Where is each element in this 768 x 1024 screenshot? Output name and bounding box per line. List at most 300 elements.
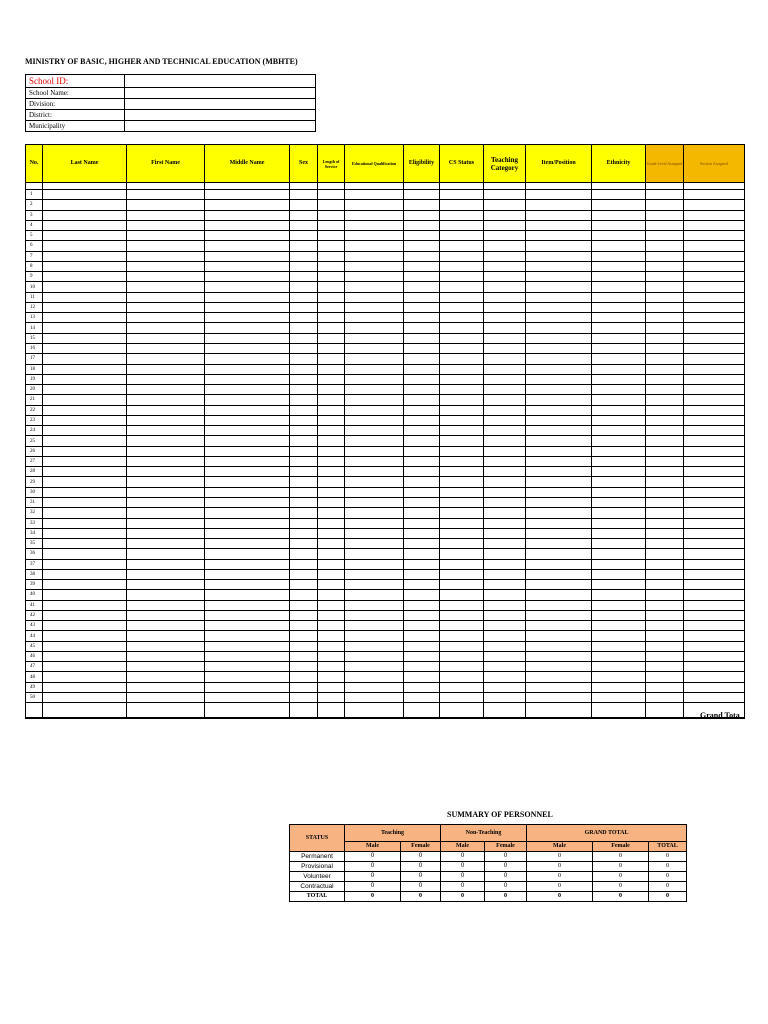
table-cell[interactable] [404,231,440,241]
table-cell[interactable] [684,415,745,425]
table-cell[interactable] [526,426,592,436]
table-cell[interactable] [43,385,127,395]
table-cell[interactable] [345,374,404,384]
table-cell[interactable] [592,323,646,333]
table-cell[interactable] [526,559,592,569]
table-cell[interactable] [526,621,592,631]
table-cell[interactable] [526,210,592,220]
table-cell[interactable] [646,426,684,436]
table-cell[interactable] [646,272,684,282]
table-cell[interactable] [440,641,484,651]
table-cell[interactable] [43,672,127,682]
table-cell[interactable] [43,539,127,549]
table-cell[interactable] [484,539,526,549]
table-cell[interactable] [205,456,290,466]
table-cell[interactable] [290,590,318,600]
table-cell[interactable] [440,364,484,374]
table-cell[interactable] [43,200,127,210]
table-cell[interactable] [290,559,318,569]
table-cell[interactable] [290,477,318,487]
table-cell[interactable] [43,631,127,641]
table-cell[interactable] [646,190,684,200]
table-cell[interactable] [345,385,404,395]
table-cell[interactable] [205,313,290,323]
table-cell[interactable] [592,631,646,641]
table-cell[interactable] [484,621,526,631]
table-cell[interactable] [646,518,684,528]
table-cell[interactable] [440,272,484,282]
table-cell[interactable] [404,210,440,220]
table-cell[interactable] [290,200,318,210]
table-cell[interactable] [318,446,345,456]
table-cell[interactable] [318,385,345,395]
table-cell[interactable] [318,220,345,230]
table-cell[interactable] [684,590,745,600]
table-cell[interactable] [526,672,592,682]
table-cell[interactable] [127,610,205,620]
table-cell[interactable] [684,302,745,312]
school-name-field[interactable] [125,88,316,99]
table-cell[interactable] [43,641,127,651]
table-cell[interactable] [43,487,127,497]
table-cell[interactable] [290,662,318,672]
table-cell[interactable] [440,261,484,271]
table-cell[interactable] [205,580,290,590]
table-cell[interactable] [592,703,646,719]
table-cell[interactable] [345,539,404,549]
table-cell[interactable] [684,220,745,230]
table-cell[interactable] [440,508,484,518]
table-cell[interactable] [526,703,592,719]
table-cell[interactable] [592,302,646,312]
table-cell[interactable] [684,467,745,477]
table-cell[interactable] [345,261,404,271]
table-cell[interactable] [345,487,404,497]
table-cell[interactable] [592,569,646,579]
table-cell[interactable] [684,323,745,333]
table-cell[interactable] [127,282,205,292]
table-cell[interactable] [127,508,205,518]
table-cell[interactable] [404,518,440,528]
table-cell[interactable] [526,333,592,343]
table-cell[interactable] [440,662,484,672]
table-cell[interactable] [345,333,404,343]
table-cell[interactable] [127,600,205,610]
table-cell[interactable] [205,323,290,333]
table-cell[interactable] [484,241,526,251]
table-cell[interactable] [318,518,345,528]
table-cell[interactable] [318,508,345,518]
table-cell[interactable] [290,302,318,312]
table-cell[interactable] [345,292,404,302]
table-cell[interactable] [646,590,684,600]
table-cell[interactable] [290,292,318,302]
table-cell[interactable] [646,569,684,579]
table-cell[interactable] [646,220,684,230]
table-cell[interactable] [484,415,526,425]
table-cell[interactable] [43,693,127,703]
table-cell[interactable] [345,364,404,374]
table-cell[interactable] [684,487,745,497]
table-cell[interactable] [43,405,127,415]
table-cell[interactable] [43,662,127,672]
table-cell[interactable] [484,508,526,518]
table-cell[interactable] [646,302,684,312]
table-cell[interactable] [205,395,290,405]
table-cell[interactable] [646,672,684,682]
table-cell[interactable] [404,528,440,538]
table-cell[interactable] [318,497,345,507]
table-cell[interactable] [290,282,318,292]
table-cell[interactable] [345,436,404,446]
table-cell[interactable] [440,231,484,241]
table-cell[interactable] [127,672,205,682]
table-cell[interactable] [484,333,526,343]
table-cell[interactable] [484,374,526,384]
table-cell[interactable] [404,621,440,631]
table-cell[interactable] [484,354,526,364]
table-cell[interactable] [318,436,345,446]
table-cell[interactable] [440,395,484,405]
table-cell[interactable] [43,610,127,620]
table-cell[interactable] [345,343,404,353]
table-cell[interactable] [318,364,345,374]
table-cell[interactable] [646,580,684,590]
table-cell[interactable] [43,426,127,436]
table-cell[interactable] [290,374,318,384]
table-cell[interactable] [26,703,43,719]
table-cell[interactable] [318,467,345,477]
table-cell[interactable] [440,426,484,436]
table-cell[interactable] [484,385,526,395]
table-cell[interactable] [404,641,440,651]
table-cell[interactable] [43,467,127,477]
table-cell[interactable] [404,282,440,292]
table-cell[interactable] [484,446,526,456]
table-cell[interactable] [484,220,526,230]
table-cell[interactable] [205,651,290,661]
table-cell[interactable] [290,641,318,651]
table-cell[interactable] [345,323,404,333]
table-cell[interactable] [318,302,345,312]
table-cell[interactable] [684,241,745,251]
table-cell[interactable] [318,323,345,333]
table-cell[interactable] [646,610,684,620]
table-cell[interactable] [205,610,290,620]
table-cell[interactable] [404,569,440,579]
table-cell[interactable] [484,436,526,446]
table-cell[interactable] [127,641,205,651]
table-cell[interactable] [684,200,745,210]
table-cell[interactable] [646,682,684,692]
table-cell[interactable] [684,497,745,507]
table-cell[interactable] [646,693,684,703]
table-cell[interactable] [404,662,440,672]
table-cell[interactable] [205,641,290,651]
table-cell[interactable] [526,282,592,292]
table-cell[interactable] [484,662,526,672]
table-cell[interactable] [205,302,290,312]
table-cell[interactable] [290,343,318,353]
table-cell[interactable] [592,354,646,364]
table-cell[interactable] [345,528,404,538]
table-cell[interactable] [404,610,440,620]
table-cell[interactable] [592,333,646,343]
table-cell[interactable] [290,405,318,415]
table-cell[interactable] [318,333,345,343]
table-cell[interactable] [592,343,646,353]
table-cell[interactable] [127,415,205,425]
table-cell[interactable] [43,220,127,230]
table-cell[interactable] [127,518,205,528]
table-cell[interactable] [646,621,684,631]
table-cell[interactable] [592,641,646,651]
table-cell[interactable] [684,292,745,302]
table-cell[interactable] [646,528,684,538]
table-cell[interactable] [318,559,345,569]
table-cell[interactable] [484,549,526,559]
table-cell[interactable] [440,313,484,323]
table-cell[interactable] [205,220,290,230]
table-cell[interactable] [290,682,318,692]
table-cell[interactable] [684,610,745,620]
table-cell[interactable] [526,374,592,384]
table-cell[interactable] [484,610,526,620]
table-cell[interactable] [345,251,404,261]
table-cell[interactable] [526,528,592,538]
table-cell[interactable] [43,580,127,590]
table-cell[interactable] [345,456,404,466]
table-cell[interactable] [205,467,290,477]
table-cell[interactable] [440,518,484,528]
table-cell[interactable] [526,395,592,405]
table-cell[interactable] [440,539,484,549]
table-cell[interactable] [43,395,127,405]
table-cell[interactable] [484,364,526,374]
table-cell[interactable] [684,210,745,220]
table-cell[interactable] [205,693,290,703]
table-cell[interactable] [592,590,646,600]
table-cell[interactable] [592,251,646,261]
table-cell[interactable] [290,631,318,641]
table-cell[interactable] [592,600,646,610]
table-cell[interactable] [440,528,484,538]
table-cell[interactable] [43,210,127,220]
table-cell[interactable] [318,487,345,497]
table-cell[interactable] [592,446,646,456]
table-cell[interactable] [592,682,646,692]
table-cell[interactable] [684,395,745,405]
table-cell[interactable] [646,241,684,251]
table-cell[interactable] [526,354,592,364]
table-cell[interactable] [646,467,684,477]
table-cell[interactable] [205,508,290,518]
table-cell[interactable] [526,600,592,610]
table-cell[interactable] [43,241,127,251]
table-cell[interactable] [592,210,646,220]
table-cell[interactable] [127,569,205,579]
table-cell[interactable] [484,703,526,719]
table-cell[interactable] [440,549,484,559]
table-cell[interactable] [684,662,745,672]
table-cell[interactable] [127,703,205,719]
table-cell[interactable] [318,703,345,719]
table-cell[interactable] [646,446,684,456]
table-cell[interactable] [404,497,440,507]
table-cell[interactable] [345,210,404,220]
table-cell[interactable] [290,539,318,549]
table-cell[interactable] [205,662,290,672]
table-cell[interactable] [526,261,592,271]
table-cell[interactable] [592,200,646,210]
table-cell[interactable] [484,282,526,292]
table-cell[interactable] [646,343,684,353]
table-cell[interactable] [290,651,318,661]
table-cell[interactable] [404,302,440,312]
table-cell[interactable] [404,220,440,230]
table-cell[interactable] [484,313,526,323]
table-cell[interactable] [127,405,205,415]
table-cell[interactable] [345,621,404,631]
table-cell[interactable] [127,621,205,631]
table-cell[interactable] [526,446,592,456]
table-cell[interactable] [592,282,646,292]
table-cell[interactable] [345,220,404,230]
table-cell[interactable] [440,210,484,220]
table-cell[interactable] [484,426,526,436]
table-cell[interactable] [684,621,745,631]
table-cell[interactable] [404,415,440,425]
table-cell[interactable] [290,426,318,436]
table-cell[interactable] [684,631,745,641]
table-cell[interactable] [127,590,205,600]
table-cell[interactable] [318,200,345,210]
table-cell[interactable] [484,456,526,466]
table-cell[interactable] [592,559,646,569]
table-cell[interactable] [345,610,404,620]
table-cell[interactable] [345,426,404,436]
table-cell[interactable] [404,467,440,477]
table-cell[interactable] [526,302,592,312]
table-cell[interactable] [43,251,127,261]
table-cell[interactable] [684,549,745,559]
table-cell[interactable] [592,528,646,538]
table-cell[interactable] [684,374,745,384]
table-cell[interactable] [318,631,345,641]
table-cell[interactable] [646,436,684,446]
table-cell[interactable] [127,190,205,200]
table-cell[interactable] [205,190,290,200]
table-cell[interactable] [484,251,526,261]
table-cell[interactable] [526,487,592,497]
table-cell[interactable] [205,210,290,220]
table-cell[interactable] [345,600,404,610]
table-cell[interactable] [592,395,646,405]
table-cell[interactable] [684,385,745,395]
table-cell[interactable] [290,415,318,425]
table-cell[interactable] [43,497,127,507]
table-cell[interactable] [592,190,646,200]
table-cell[interactable] [290,333,318,343]
table-cell[interactable] [404,549,440,559]
table-cell[interactable] [290,261,318,271]
table-cell[interactable] [484,497,526,507]
table-cell[interactable] [526,292,592,302]
table-cell[interactable] [318,662,345,672]
table-cell[interactable] [684,313,745,323]
table-cell[interactable] [205,497,290,507]
table-cell[interactable] [440,467,484,477]
table-cell[interactable] [127,456,205,466]
table-cell[interactable] [404,682,440,692]
division-field[interactable] [125,99,316,110]
table-cell[interactable] [127,323,205,333]
table-cell[interactable] [526,251,592,261]
table-cell[interactable] [43,282,127,292]
table-cell[interactable] [205,682,290,692]
table-cell[interactable] [526,693,592,703]
table-cell[interactable] [440,456,484,466]
table-cell[interactable] [592,272,646,282]
table-cell[interactable] [684,528,745,538]
table-cell[interactable] [684,426,745,436]
table-cell[interactable] [592,508,646,518]
table-cell[interactable] [526,497,592,507]
table-cell[interactable] [592,549,646,559]
table-cell[interactable] [592,651,646,661]
table-cell[interactable] [404,385,440,395]
table-cell[interactable] [592,241,646,251]
table-cell[interactable] [440,292,484,302]
table-cell[interactable] [684,569,745,579]
table-cell[interactable] [290,313,318,323]
table-cell[interactable] [440,200,484,210]
table-cell[interactable] [318,231,345,241]
table-cell[interactable] [404,272,440,282]
table-cell[interactable] [646,282,684,292]
table-cell[interactable] [526,343,592,353]
table-cell[interactable] [592,231,646,241]
table-cell[interactable] [127,313,205,323]
table-cell[interactable] [318,343,345,353]
table-cell[interactable] [484,600,526,610]
table-cell[interactable] [646,651,684,661]
table-cell[interactable] [404,600,440,610]
table-cell[interactable] [484,200,526,210]
table-cell[interactable] [440,405,484,415]
table-cell[interactable] [484,693,526,703]
table-cell[interactable] [484,292,526,302]
table-cell[interactable] [646,292,684,302]
table-cell[interactable] [345,477,404,487]
table-cell[interactable] [684,559,745,569]
table-cell[interactable] [484,190,526,200]
table-cell[interactable] [646,631,684,641]
table-cell[interactable] [43,231,127,241]
table-cell[interactable] [43,190,127,200]
table-cell[interactable] [404,241,440,251]
table-cell[interactable] [345,559,404,569]
table-cell[interactable] [290,508,318,518]
table-cell[interactable] [127,662,205,672]
table-cell[interactable] [646,323,684,333]
table-cell[interactable] [318,600,345,610]
table-cell[interactable] [404,456,440,466]
table-cell[interactable] [526,231,592,241]
table-cell[interactable] [592,374,646,384]
table-cell[interactable] [592,436,646,446]
table-cell[interactable] [404,651,440,661]
